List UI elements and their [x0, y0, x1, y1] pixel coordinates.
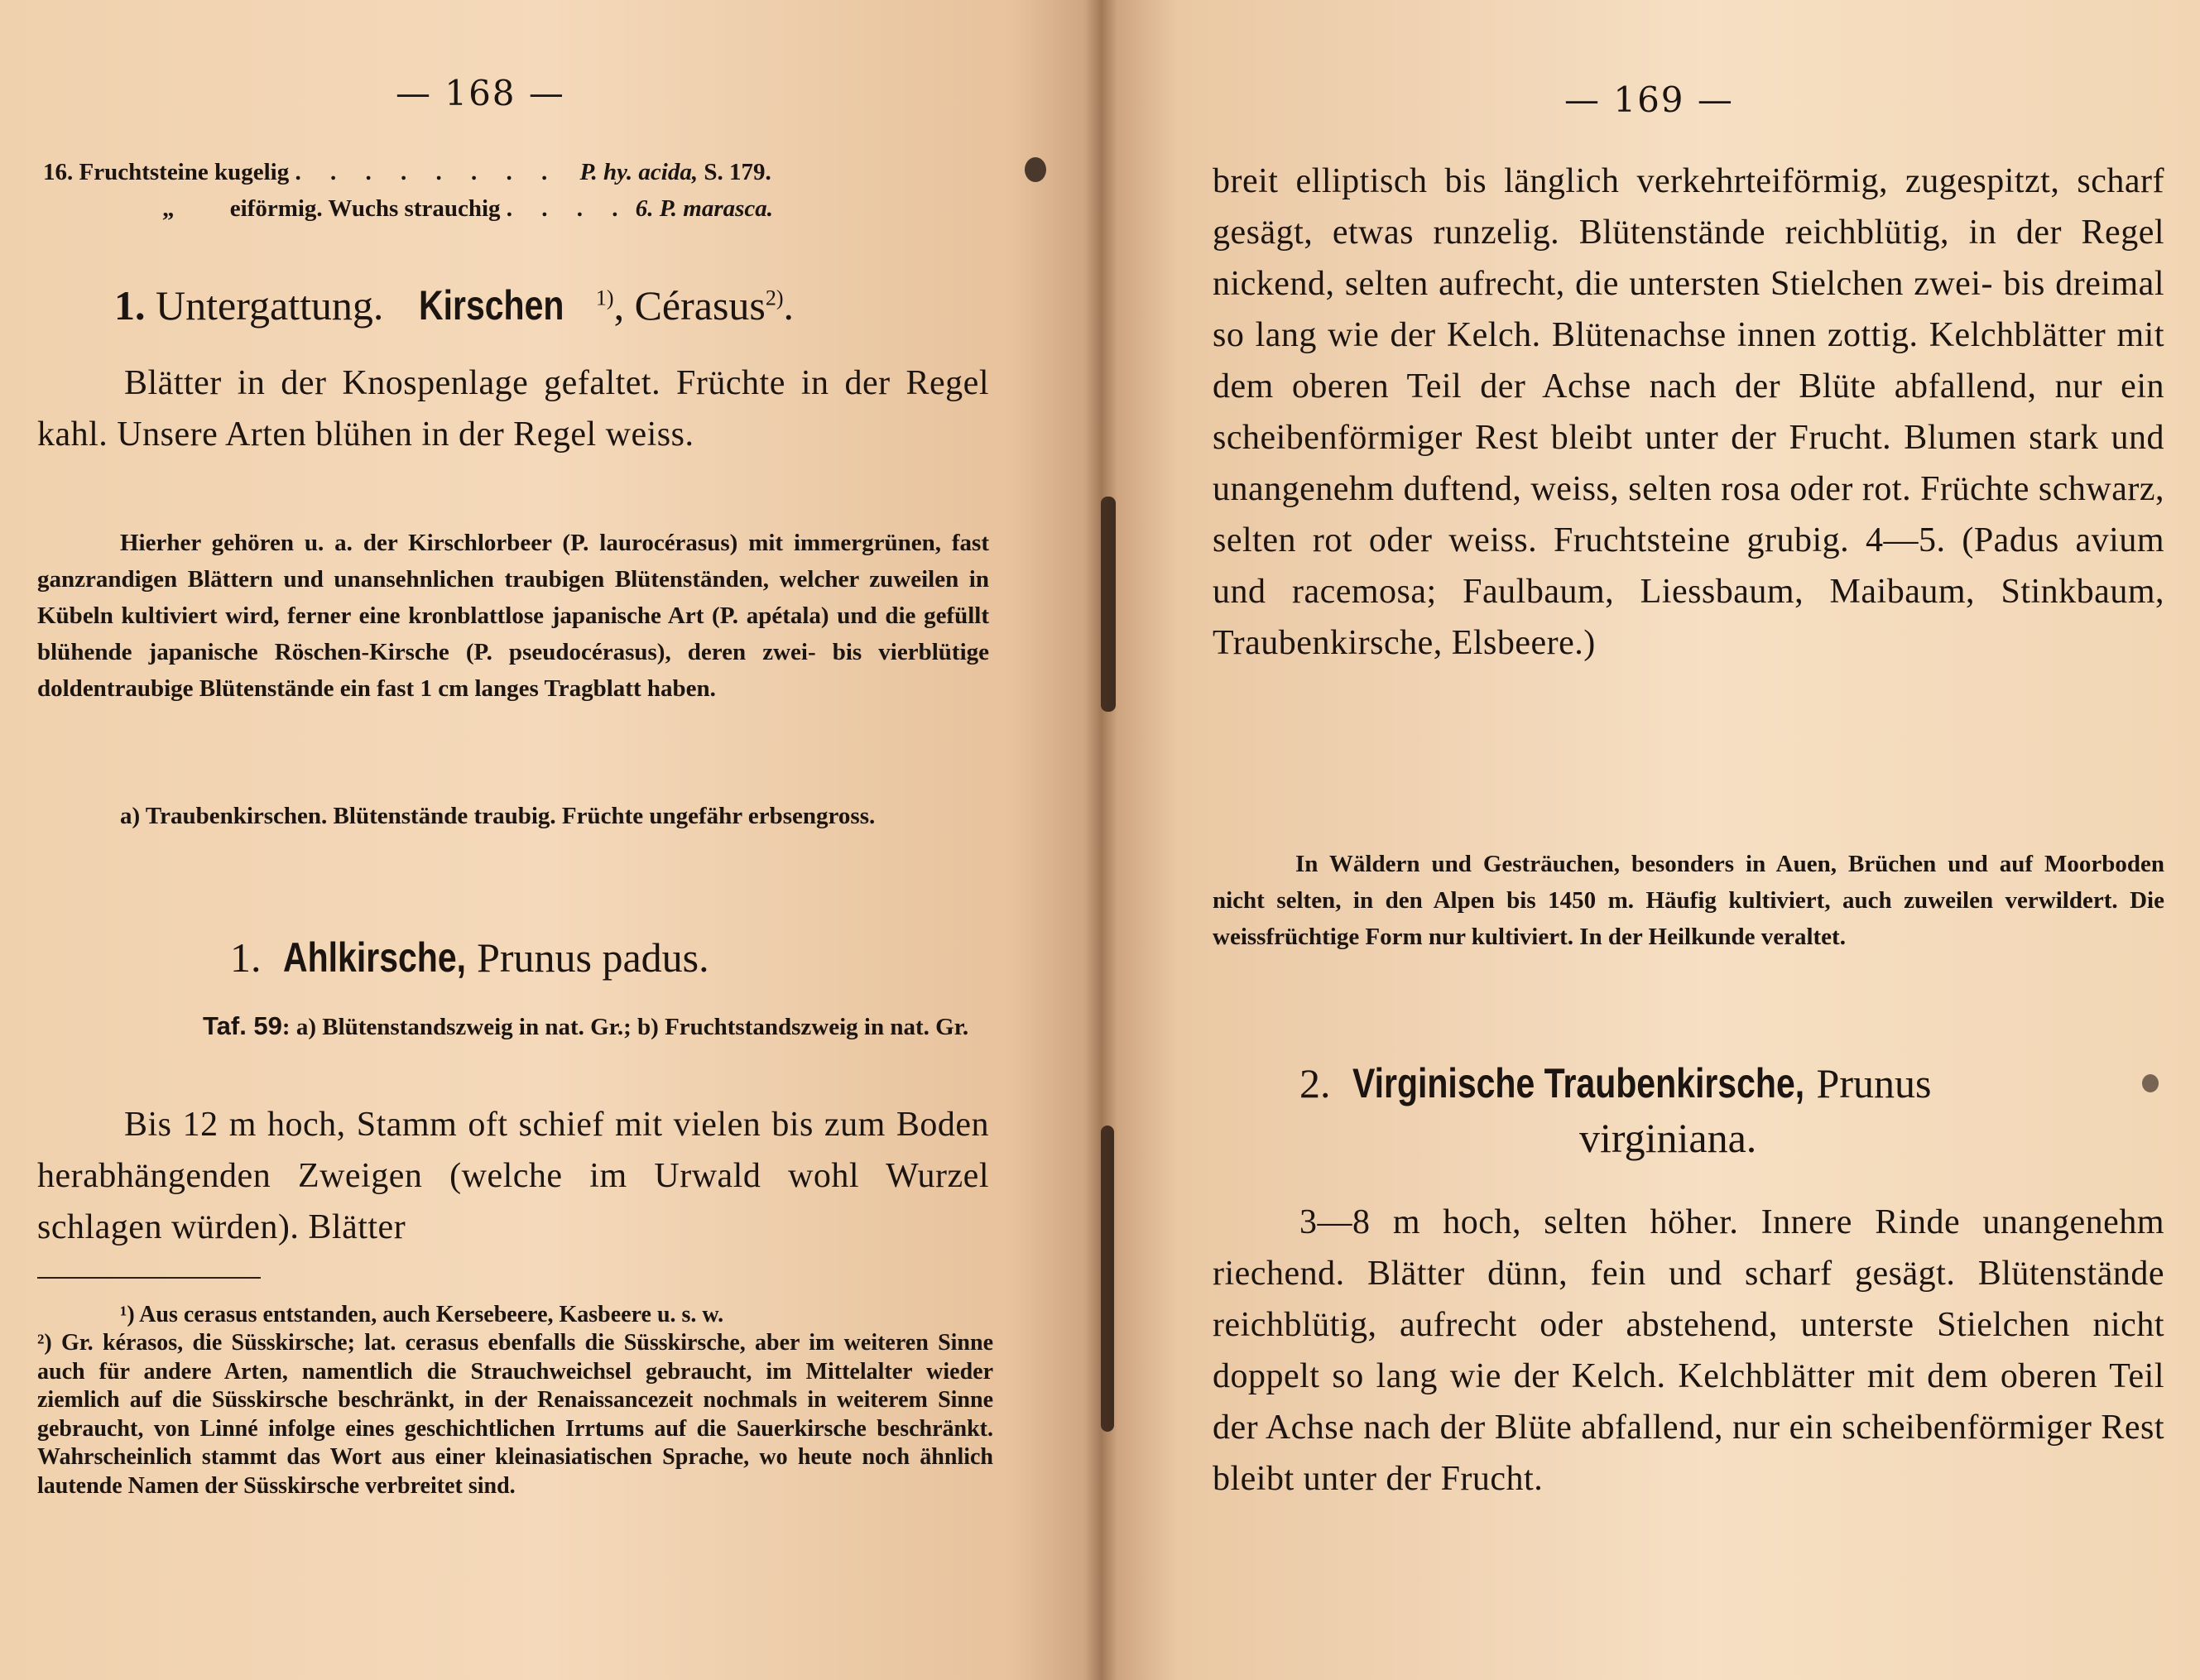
page-number-168: — 168 —	[396, 73, 565, 113]
section-name: Kirschen	[418, 282, 564, 329]
key-quote: „	[162, 195, 175, 222]
key-dots: . . . .	[506, 195, 630, 222]
description-paragraph-2: 3—8 m hoch, selten höher. Innere Rinde unangenehm riechend. Blätter dünn, fein und scharf gesägt. Blütenstände reichblütig, aufrecht oder abstehend, unterste Stielchen nicht doppelt so lang wie der Kelch. Kelchblätter mit dem oberen Teil der Achse nach der Blüte abfallend, nur ein scheibenförmiger Rest bleibt unter der Frucht.	[1213, 1203, 2164, 1498]
key-text: eiförmig. Wuchs strauchig	[229, 195, 501, 222]
species-latin-1: Prunus	[1816, 1060, 1932, 1106]
description-paragraph: Bis 12 m hoch, Stamm oft schief mit vielen bis zum Boden herabhängenden Zweigen (welche im Urwald wohl Wurzel schlagen würden). Blätter	[37, 1106, 989, 1246]
section-number: 1.	[114, 282, 146, 329]
period: .	[783, 282, 795, 329]
key-reference: 6. P. marasca.	[635, 195, 774, 222]
key-text: Fruchtsteine kugelig	[79, 159, 290, 185]
right-page	[1101, 0, 2200, 1680]
footnote-1: ¹) Aus cerasus entstanden, auch Kersebeere, Kasbeere u. s. w.	[120, 1302, 724, 1327]
plate-text: : a) Blütenstandszweig in nat. Gr.; b) Fruchtstandszweig in nat. Gr.	[281, 1014, 969, 1040]
ink-spot	[1025, 157, 1046, 182]
intro-paragraph: Blätter in der Knospenlage gefaltet. Früchte in der Regel kahl. Unsere Arten blühen in der Regel weiss.	[37, 364, 989, 454]
page-number-169: — 169 —	[1564, 79, 1734, 120]
section-heading	[114, 281, 794, 329]
footnote-ref-2: 2)	[765, 286, 784, 310]
plate-label: Taf. 59	[203, 1011, 282, 1040]
species-name: Virginische Traubenkirsche,	[1352, 1060, 1805, 1106]
key-row-16b	[162, 190, 990, 227]
habitat-paragraph: In Wäldern und Gesträuchen, besonders in Auen, Brüchen und auf Moorboden nicht selten, in den Alpen bis 1450 m. Häufig kultiviert, auch zuweilen verwildert. Die weissfrüchtige Form nur kultiviert. In der Heilkunde veraltet.	[1213, 851, 2164, 950]
key-row-16	[43, 154, 995, 190]
key-number: 16.	[43, 159, 74, 185]
comma: ,	[613, 282, 625, 329]
section-latin: Cérasus	[634, 282, 766, 329]
section-label: Untergattung.	[156, 282, 384, 329]
subgroup-paragraph: a) Traubenkirschen. Blütenstände traubig. Früchte ungefähr erbsengross.	[120, 803, 876, 829]
species-heading	[230, 934, 709, 982]
species-name: Ahlkirsche,	[283, 934, 467, 981]
footnote-divider	[37, 1277, 261, 1279]
ink-spot	[2142, 1074, 2159, 1092]
key-dots: . . . . . . . .	[295, 159, 560, 185]
plate-reference	[37, 1008, 989, 1045]
species-latin: Prunus padus.	[477, 934, 709, 981]
species-number: 2.	[1299, 1060, 1331, 1106]
species-heading-2-line2: virginiana.	[1579, 1115, 1757, 1161]
continued-paragraph: breit elliptisch bis länglich verkehrteiförmig, zugespitzt, scharf gesägt, etwas runzelig. Blütenstände reichblütig, in der Regel nickend, selten aufrecht, die untersten Stielchen zwei- bis dreimal so lang wie der Kelch. Blütenachse innen zottig. Kelchblätter mit dem oberen Teil der Achse nach der Blüte abfallend, nur ein scheibenförmiger Rest bleibt unter der Frucht. Blumen stark und unangenehm duftend, weiss, selten rosa oder rot. Früchte schwarz, selten rot oder weiss. Fruchtsteine grubig. 4—5. (Padus avium und racemosa; Faulbaum, Liessbaum, Maibaum, Stinkbaum, Traubenkirsche, Elsbeere.)	[1213, 162, 2164, 662]
species-number: 1.	[230, 934, 262, 981]
key-page: S. 179.	[704, 159, 771, 185]
species-heading-2	[1299, 1059, 1931, 1107]
key-reference: P. hy. acida,	[579, 159, 699, 185]
note-paragraph: Hierher gehören u. a. der Kirschlorbeer (P. laurocérasus) mit immergrünen, fast ganzrandigen Blättern und unansehnlichen traubigen Blütenständen, welcher zuweilen in Kübeln kultiviert wird, ferner eine kronblattlose japanische Art (P. apétala) und die gefüllt blühende japanische Röschen-Kirsche (P. pseudocérasus), deren zwei- bis vierblütige doldentraubige Blütenstände ein fast 1 cm langes Tragblatt haben.	[37, 530, 989, 702]
footnote-2: ²) Gr. kérasos, die Süsskirsche; lat. cerasus ebenfalls die Süsskirsche, aber im weiteren Sinne auch für andere Arten, namentlich die Strauchweichsel gebraucht, im Mittelalter wieder ziemlich auf die Süsskirsche beschränkt, in der Renaissancezeit nochmals in weiterem Sinne gebraucht, von Linné infolge eines geschichtlichen Irrtums auf die Sauerkirsche beschränkt. Wahrscheinlich stammt das Wort aus einer kleinasiatischen Sprache, wo heute noch ähnlich lautende Namen der Süsskirsche verbreitet sind.	[37, 1330, 993, 1499]
book-gutter	[1084, 0, 1117, 1680]
footnote-ref-1: 1)	[595, 286, 614, 310]
